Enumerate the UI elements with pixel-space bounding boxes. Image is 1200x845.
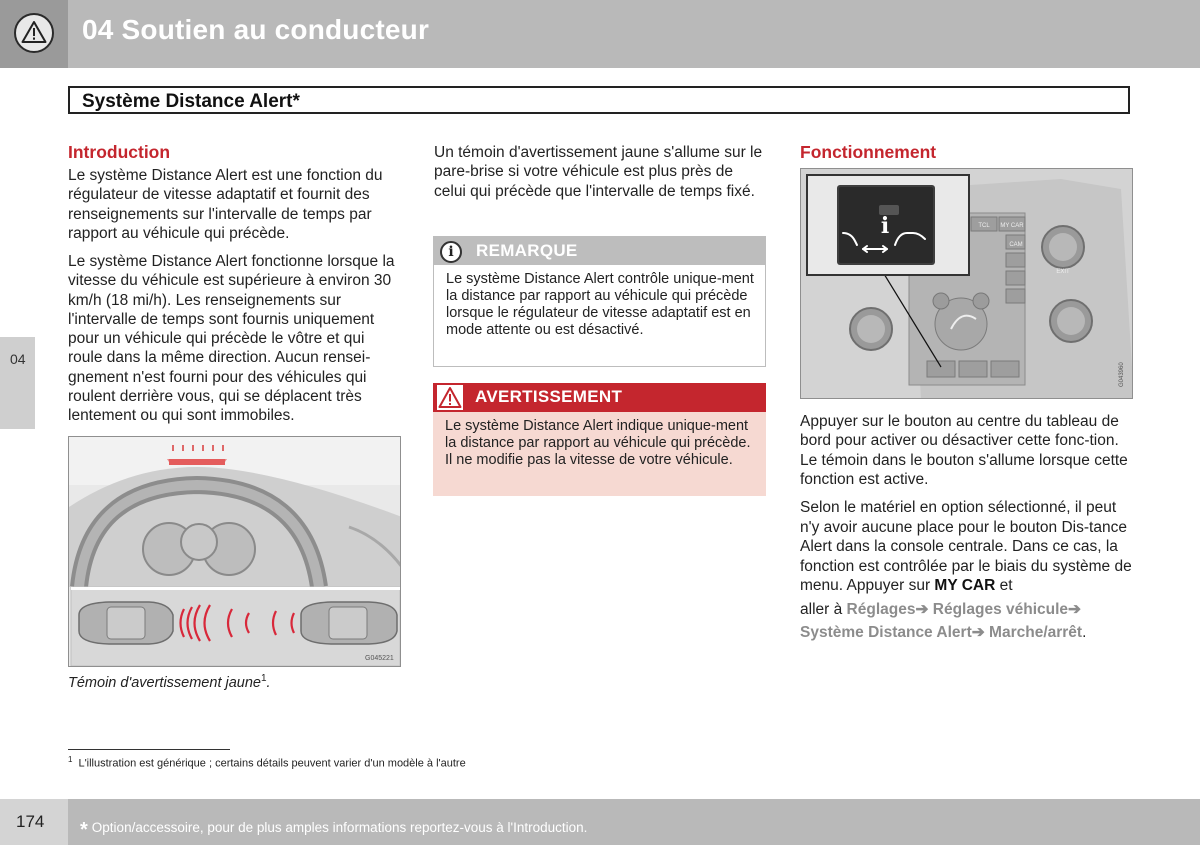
footnote-text: L'illustration est générique ; certains détails peuvent varier d'un modèle à l'autre	[78, 757, 466, 770]
intro-paragraph-1: Le système Distance Alert est une fonction du régulateur de vitesse adaptatif et fournit des renseignements sur l'intervalle de temps par rapport au véhicule qui précède.	[68, 167, 383, 242]
dashboard-illustration	[68, 436, 401, 667]
note-text: Le système Distance Alert contrôle unique-ment la distance par rapport au véhicule qui précède lorsque le régulateur de vitesse adaptatif est en mode attente ou est désactivé.	[446, 271, 754, 338]
footnote-rule	[68, 749, 230, 750]
menu-path-reglages: Réglages	[846, 601, 916, 618]
menu-path-marche-arret: Marche/arrêt	[989, 624, 1083, 641]
menu-path-distance-alert: Système Distance Alert	[800, 624, 972, 641]
intro-heading: Introduction	[68, 142, 171, 162]
warning-triangle-icon	[437, 385, 463, 410]
arrow-right-icon: ➔	[1068, 601, 1082, 618]
intro-paragraph-2: Le système Distance Alert fonctionne lorsque la vitesse du véhicule est supérieure à environ 30 km/h (18 mi/h). Les renseignements sur l'intervalle de temps sont fournis uniquement pour un véhicule qui précède le vôtre et qui roule dans la même direction. Aucun rensei-gnement n'est fourni pour des véhicules qui roulent derrière vous, qui se déplacent très lentement ou qui sont immobiles.	[68, 253, 395, 425]
footer-note	[80, 815, 588, 841]
footnote	[68, 755, 466, 770]
info-icon: i	[440, 241, 462, 263]
footnote-number: 1	[68, 755, 73, 764]
page-number: 174	[16, 812, 45, 831]
figure-code-right: G043960	[1119, 362, 1125, 387]
callout-info-glyph: i	[880, 213, 890, 239]
menu-path-period: .	[1082, 624, 1087, 641]
figure-caption-footnote-ref: 1	[260, 673, 267, 684]
note-box	[433, 236, 766, 367]
warning-header	[433, 383, 766, 412]
figure-code: G045221	[365, 655, 394, 662]
chapter-title: 04 Soutien au conducteur	[82, 14, 430, 45]
center-console-illustration	[800, 168, 1133, 399]
console-label-cam: CAM	[1009, 242, 1023, 248]
my-car-label: MY CAR	[934, 577, 996, 594]
note-title: REMARQUE	[476, 241, 578, 260]
arrow-right-icon: ➔	[971, 624, 985, 641]
page-header	[0, 0, 1200, 68]
menu-path-reglages-vehicule: Réglages véhicule	[932, 601, 1069, 618]
note-header	[434, 237, 765, 265]
arrow-right-icon: ➔	[915, 601, 929, 618]
console-drawing	[801, 169, 1133, 399]
figure-caption: Témoin d'avertissement jaune$^1$.	[68, 673, 271, 691]
function-paragraph-2-et: et	[995, 577, 1013, 594]
menu-path	[800, 598, 1134, 644]
page-footer	[0, 799, 1200, 845]
console-label-mycar: MY CAR	[1000, 223, 1024, 229]
footer-star: *	[80, 819, 88, 841]
header-badge	[0, 0, 68, 68]
warning-box	[433, 383, 766, 496]
section-title-box	[68, 86, 1130, 114]
console-label-tcl: TCL	[978, 223, 990, 229]
console-label-exit: EXIT	[1056, 269, 1070, 275]
warning-triangle-icon	[14, 13, 54, 53]
function-heading: Fonctionnement	[800, 142, 937, 162]
own-car	[79, 602, 173, 644]
preceding-car	[301, 602, 397, 644]
function-paragraph-1: Appuyer sur le bouton au centre du tableau de bord pour activer ou désactiver cette fonc-tion. Le témoin dans le bouton s'allume lorsque cette fonction est active.	[800, 413, 1128, 488]
warning-title: AVERTISSEMENT	[475, 387, 623, 406]
warning-text: Le système Distance Alert indique unique-ment la distance par rapport au véhicule qui précède. Il ne modifie pas la vitesse de votre véhicule.	[445, 418, 751, 468]
chapter-side-tab	[0, 337, 35, 429]
function-paragraph-2	[800, 498, 1134, 596]
page-number-box	[0, 799, 68, 845]
middle-paragraph: Un témoin d'avertissement jaune s'allume sur le pare-brise si votre véhicule est plus près de celui qui précède que l'intervalle de temps fixé.	[434, 144, 763, 200]
section-title: Système Distance Alert*	[82, 91, 300, 112]
chapter-side-tab-label: 04	[10, 351, 26, 367]
menu-path-lead: aller à	[800, 601, 847, 618]
footer-note-text: Option/accessoire, pour de plus amples informations reportez-vous à l'Introduction.	[91, 820, 588, 835]
function-paragraph-2-text: Selon le matériel en option sélectionné, il peut n'y avoir aucune place pour le bouton Dis-tance Alert dans la console centrale. Dans ce cas, la fonction est contrôlée par le biais du système de menu. Appuyer sur	[800, 499, 1132, 594]
figure-caption-text: Témoin d'avertissement jaune	[68, 674, 261, 691]
dashboard-drawing	[69, 437, 401, 667]
